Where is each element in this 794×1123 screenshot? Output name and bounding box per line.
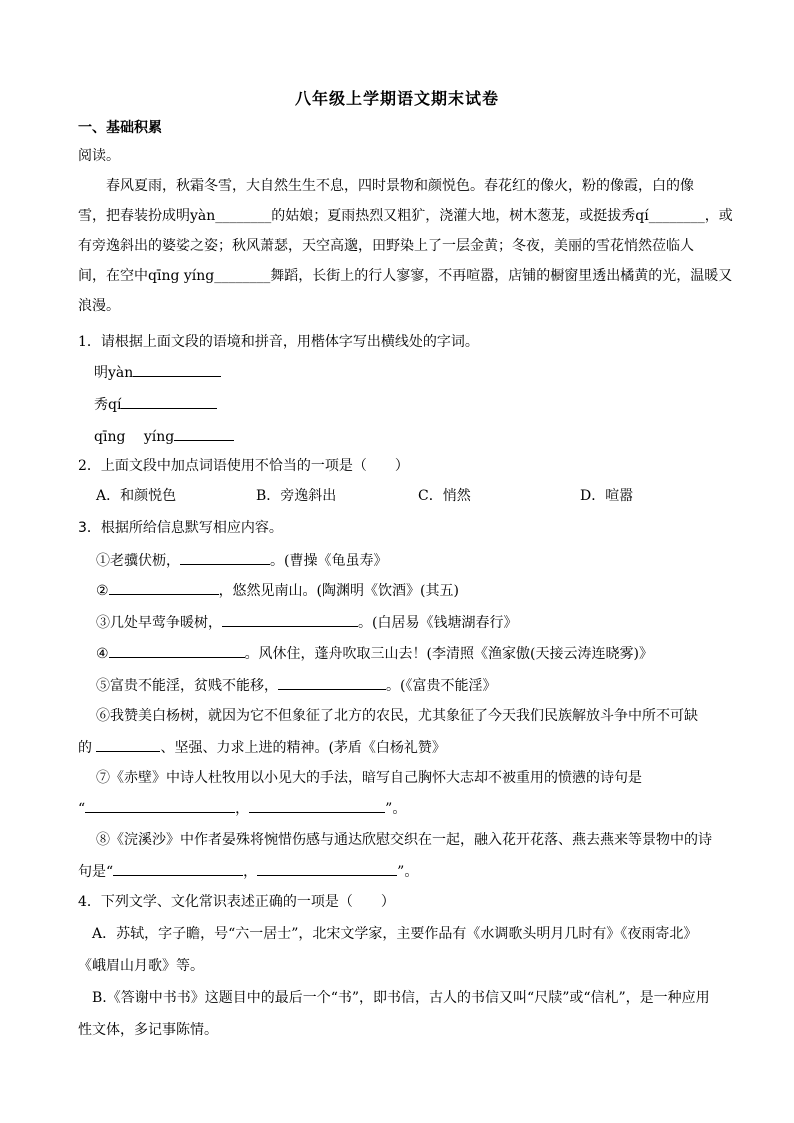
read-label: 阅读。: [78, 148, 120, 164]
option-b[interactable]: B．旁逸斜出: [256, 488, 337, 504]
recite-source: 。(《富贵不能淫》: [386, 678, 497, 694]
answer-blank[interactable]: [113, 861, 243, 876]
recite-text: ②: [96, 583, 109, 599]
recite-item-6-line-2: [78, 737, 446, 758]
answer-blank[interactable]: [85, 798, 235, 813]
answer-blank[interactable]: [257, 861, 397, 876]
quote-open: “: [78, 801, 86, 817]
passage-line-5: 浪漫。: [78, 298, 120, 314]
q1-item: [94, 394, 217, 415]
recite-item-8-line-2: [78, 861, 418, 882]
answer-blank[interactable]: [222, 612, 358, 627]
recite-source: 。(曹操《龟虽寿》: [270, 553, 388, 569]
page-title: 八年级上学期语文期末试卷: [294, 89, 499, 108]
q1-item-label: 秀qí: [94, 397, 122, 413]
recite-text: 句是“: [78, 864, 114, 880]
recite-source: 、坚强、力求上进的精神。(茅盾《白杨礼赞》: [160, 740, 446, 756]
recite-text: ①老骥伏枥，: [96, 553, 180, 569]
q1-item-label: 明yàn: [94, 365, 134, 381]
section-heading: 一、基础积累: [78, 120, 162, 136]
answer-blank[interactable]: [121, 394, 217, 409]
option-d[interactable]: D．喧嚣: [580, 488, 634, 504]
answer-blank[interactable]: [96, 737, 160, 752]
q1-item-label: qīng yíng: [94, 429, 175, 445]
question-1: 1．请根据上面文段的语境和拼音，用楷体字写出横线处的字词。: [78, 334, 479, 350]
recite-item-8-line-1: ⑧《浣溪沙》中作者晏殊将惋惜伤感与通达欣慰交织在一起，融入花开花落、燕去燕来等景物中的诗: [96, 832, 712, 848]
recite-text: ③几处早莺争暖树，: [96, 615, 222, 631]
recite-text: ④: [96, 646, 109, 662]
answer-blank[interactable]: [133, 362, 221, 377]
recite-item-4: [96, 643, 653, 664]
question-3: 3．根据所给信息默写相应内容。: [78, 520, 283, 536]
passage-line-3: 有旁逸斜出的婆娑之姿；秋风萧瑟，天空高邈，田野染上了一层金黄；冬夜，美丽的雪花悄然莅临人: [78, 238, 694, 254]
recite-source: 。风休住，蓬舟吹取三山去！(李清照《渔家傲(天接云涛连晓雾)》: [244, 646, 653, 662]
quote-close: ”。: [385, 801, 407, 817]
recite-item-1: [96, 550, 387, 571]
answer-blank[interactable]: [174, 426, 234, 441]
recite-item-5: [96, 675, 496, 696]
option-c[interactable]: C．悄然: [418, 488, 471, 504]
option-a[interactable]: A．和颜悦色: [96, 488, 177, 504]
passage-line-2: 雪，把春装扮成明yàn________的姑娘；夏雨热烈又粗犷，浇灌大地，树木葱茏，或挺拔秀qí________，或: [78, 208, 733, 224]
answer-blank[interactable]: [278, 675, 386, 690]
recite-item-6-line-1: ⑥我赞美白杨树，就因为它不但象征了北方的农民，尤其象征了今天我们民族解放斗争中所不可缺: [96, 708, 698, 724]
answer-blank[interactable]: [249, 798, 385, 813]
passage-line-1: 春风夏雨，秋霜冬雪，大自然生生不息，四时景物和颜悦色。春花红的像火，粉的像霞，白的像: [78, 178, 694, 194]
recite-item-3: [96, 612, 517, 633]
recite-item-7-line-1: ⑦《赤壁》中诗人杜牧用以小见大的手法，暗写自己胸怀大志却不被重用的愤懑的诗句是: [96, 770, 642, 786]
answer-blank[interactable]: [109, 643, 245, 658]
comma: ，: [235, 801, 250, 817]
recite-text: ⑤富贵不能淫，贫贱不能移，: [96, 678, 278, 694]
recite-item-7-line-2: [78, 798, 406, 819]
q4-option-b-line-2: 性文体，多记事陈情。: [78, 1022, 218, 1038]
question-4: 4．下列文学、文化常识表述正确的一项是（ ）: [78, 894, 395, 910]
answer-blank[interactable]: [109, 580, 219, 595]
question-2: 2．上面文段中加点词语使用不恰当的一项是（ ）: [78, 458, 409, 474]
q4-option-b-line-1[interactable]: B.《答谢中书书》这题目中的最后一个“书”，即书信，古人的书信又叫“尺牍”或“信札”，是一种应用: [78, 990, 710, 1006]
answer-blank[interactable]: [180, 550, 270, 565]
q4-option-a-line-1[interactable]: A．苏轼，字子瞻，号“六一居士”，北宋文学家，主要作品有《水调歌头明月几时有》《夜雨寄北》: [78, 926, 698, 942]
q1-item: [94, 362, 221, 383]
recite-source: ，悠然见南山。(陶渊明《饮酒》(其五): [218, 583, 459, 599]
q4-option-a-line-2: 《峨眉山月歌》等。: [78, 958, 204, 974]
comma: ，: [243, 864, 258, 880]
recite-item-2: [96, 580, 459, 601]
passage-line-4: 间，在空中qīng yíng________舞蹈，长街上的行人寥寥，不再喧嚣，店铺的橱窗里透出橘黄的光，温暖又: [78, 268, 733, 284]
q1-item: [94, 426, 234, 447]
recite-source: 。(白居易《钱塘湖春行》: [358, 615, 518, 631]
recite-text: 的: [78, 740, 92, 756]
quote-close: ”。: [397, 864, 419, 880]
